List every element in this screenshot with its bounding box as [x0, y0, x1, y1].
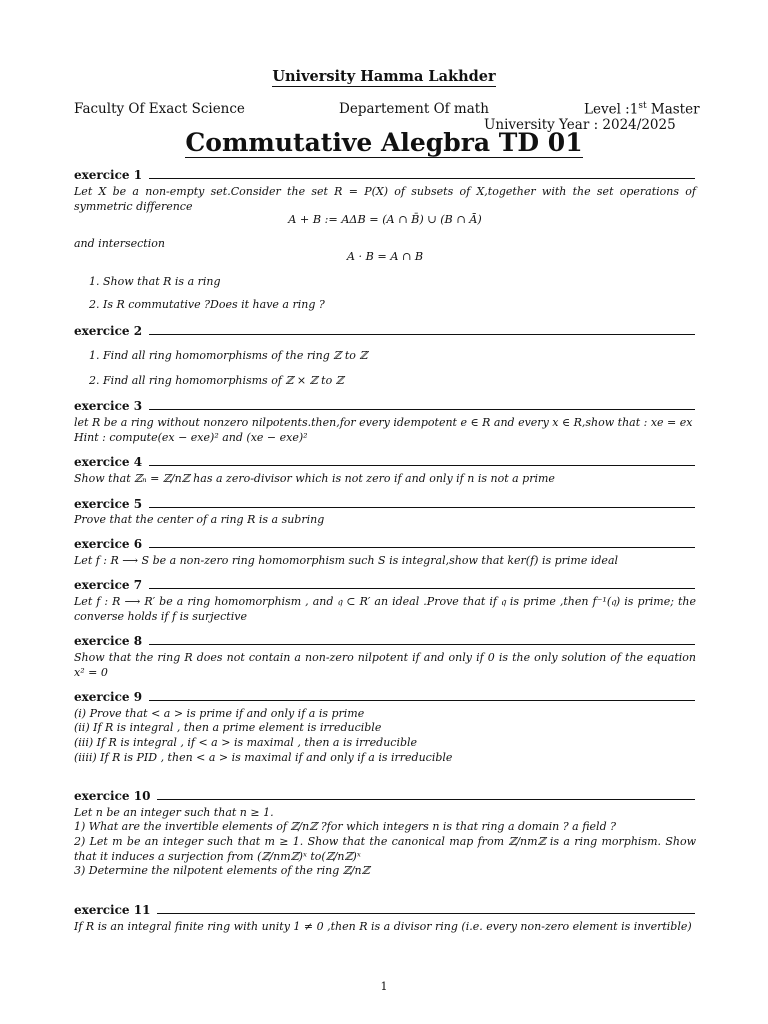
exercise-11-heading: exercice 11: [74, 903, 695, 917]
exercise-7-heading: exercice 7: [74, 578, 695, 592]
exercise-3-hint: Hint : compute(ex − exe)² and (xe − exe)²: [74, 431, 308, 444]
exercise-2-heading: exercice 2: [74, 324, 695, 338]
exercise-9-line-1: (i) Prove that < a > is prime if and only if a is prime: [74, 707, 365, 720]
level: Level :1st Master: [584, 101, 700, 118]
exercise-5-heading: exercice 5: [74, 497, 695, 511]
exercise-10-heading: exercice 10: [74, 789, 695, 803]
exercise-2-item-2: 2. Find all ring homomorphisms of ℤ × ℤ to ℤ: [89, 374, 344, 387]
exercise-8-text: Show that the ring R does not contain a non-zero nilpotent if and only if 0 is the only solution of the equation x² = 0: [74, 651, 696, 679]
exercise-8-heading: exercice 8: [74, 634, 695, 648]
exercise-1-text-2: and intersection: [74, 237, 165, 250]
exercise-5-text: Prove that the center of a ring R is a subring: [74, 513, 325, 526]
exercise-4-heading: exercice 4: [74, 455, 695, 469]
university-year: University Year : 2024/2025: [484, 117, 676, 133]
exercise-1-item-1: 1. Show that R is a ring: [89, 275, 221, 288]
exercise-9-line-4: (iiii) If R is PID , then < a > is maximal if and only if a is irreducible: [74, 751, 453, 764]
exercise-10-line-1: Let n be an integer such that n ≥ 1.: [74, 806, 274, 819]
department-name: Departement Of math: [339, 101, 489, 117]
exercise-3-line-1: let R be a ring without nonzero nilpotents.then,for every idempotent e ∈ R and every x ∈ R,show that : xe = ex: [74, 416, 693, 429]
exercise-1-text: Let X be a non-empty set.Consider the set R = P(X) of subsets of X,together with the set operations of symmetric difference: [74, 185, 696, 213]
exercise-11-text: If R is an integral finite ring with unity 1 ≠ 0 ,then R is a divisor ring (i.e. every non-zero element is invertible): [74, 920, 692, 933]
exercise-2-item-1: 1. Find all ring homomorphisms of the ring ℤ to ℤ: [89, 349, 368, 362]
exercise-6-text: Let f : R ⟶ S be a non-zero ring homomorphism such S is integral,show that ker(f) is prime ideal: [74, 554, 619, 567]
exercise-1-item-2: 2. Is R commutative ?Does it have a ring ?: [89, 298, 325, 311]
exercise-1-equation-2: A · B = A ∩ B: [346, 250, 424, 263]
exercise-9-line-3: (iii) If R is integral , if < a > is maximal , then a is irreducible: [74, 736, 418, 749]
exercise-9-heading: exercice 9: [74, 690, 695, 704]
exercise-10-line-3: 2) Let m be an integer such that m ≥ 1. Show that the canonical map from ℤ/nmℤ is a ring morphism. Show that it induces a surjection from (ℤ/nmℤ)ˣ to(ℤ/nℤ)ˣ: [74, 835, 696, 863]
exercise-6-heading: exercice 6: [74, 537, 695, 551]
page-number: 1: [380, 980, 388, 993]
page-title: Commutative Alegbra TD 01: [185, 128, 583, 157]
exercise-1-heading: exercice 1: [74, 168, 695, 182]
exercise-1-equation-1: A + B := AΔB = (A ∩ B̄) ∪ (B ∩ Ā): [288, 213, 482, 226]
exercise-3-heading: exercice 3: [74, 399, 695, 413]
exercise-4-text: Show that ℤₙ = ℤ/nℤ has a zero-divisor which is not zero if and only if n is not a prime: [74, 472, 555, 485]
faculty-name: Faculty Of Exact Science: [74, 101, 245, 117]
exercise-7-text: Let f : R ⟶ R′ be a ring homomorphism , and 𝔮 ⊂ R′ an ideal .Prove that if 𝔮 is prime ,then f⁻¹(𝔮) is prime; the converse holds if f is surjective: [74, 595, 696, 623]
exercise-10-line-4: 3) Determine the nilpotent elements of the ring ℤ/nℤ: [74, 864, 370, 877]
exercise-9-line-2: (ii) If R is integral , then a prime element is irreducible: [74, 721, 382, 734]
university-name: University Hamma Lakhder: [272, 68, 496, 85]
exercise-10-line-2: 1) What are the invertible elements of ℤ/nℤ ?for which integers n is that ring a domain ? a field ?: [74, 820, 617, 833]
